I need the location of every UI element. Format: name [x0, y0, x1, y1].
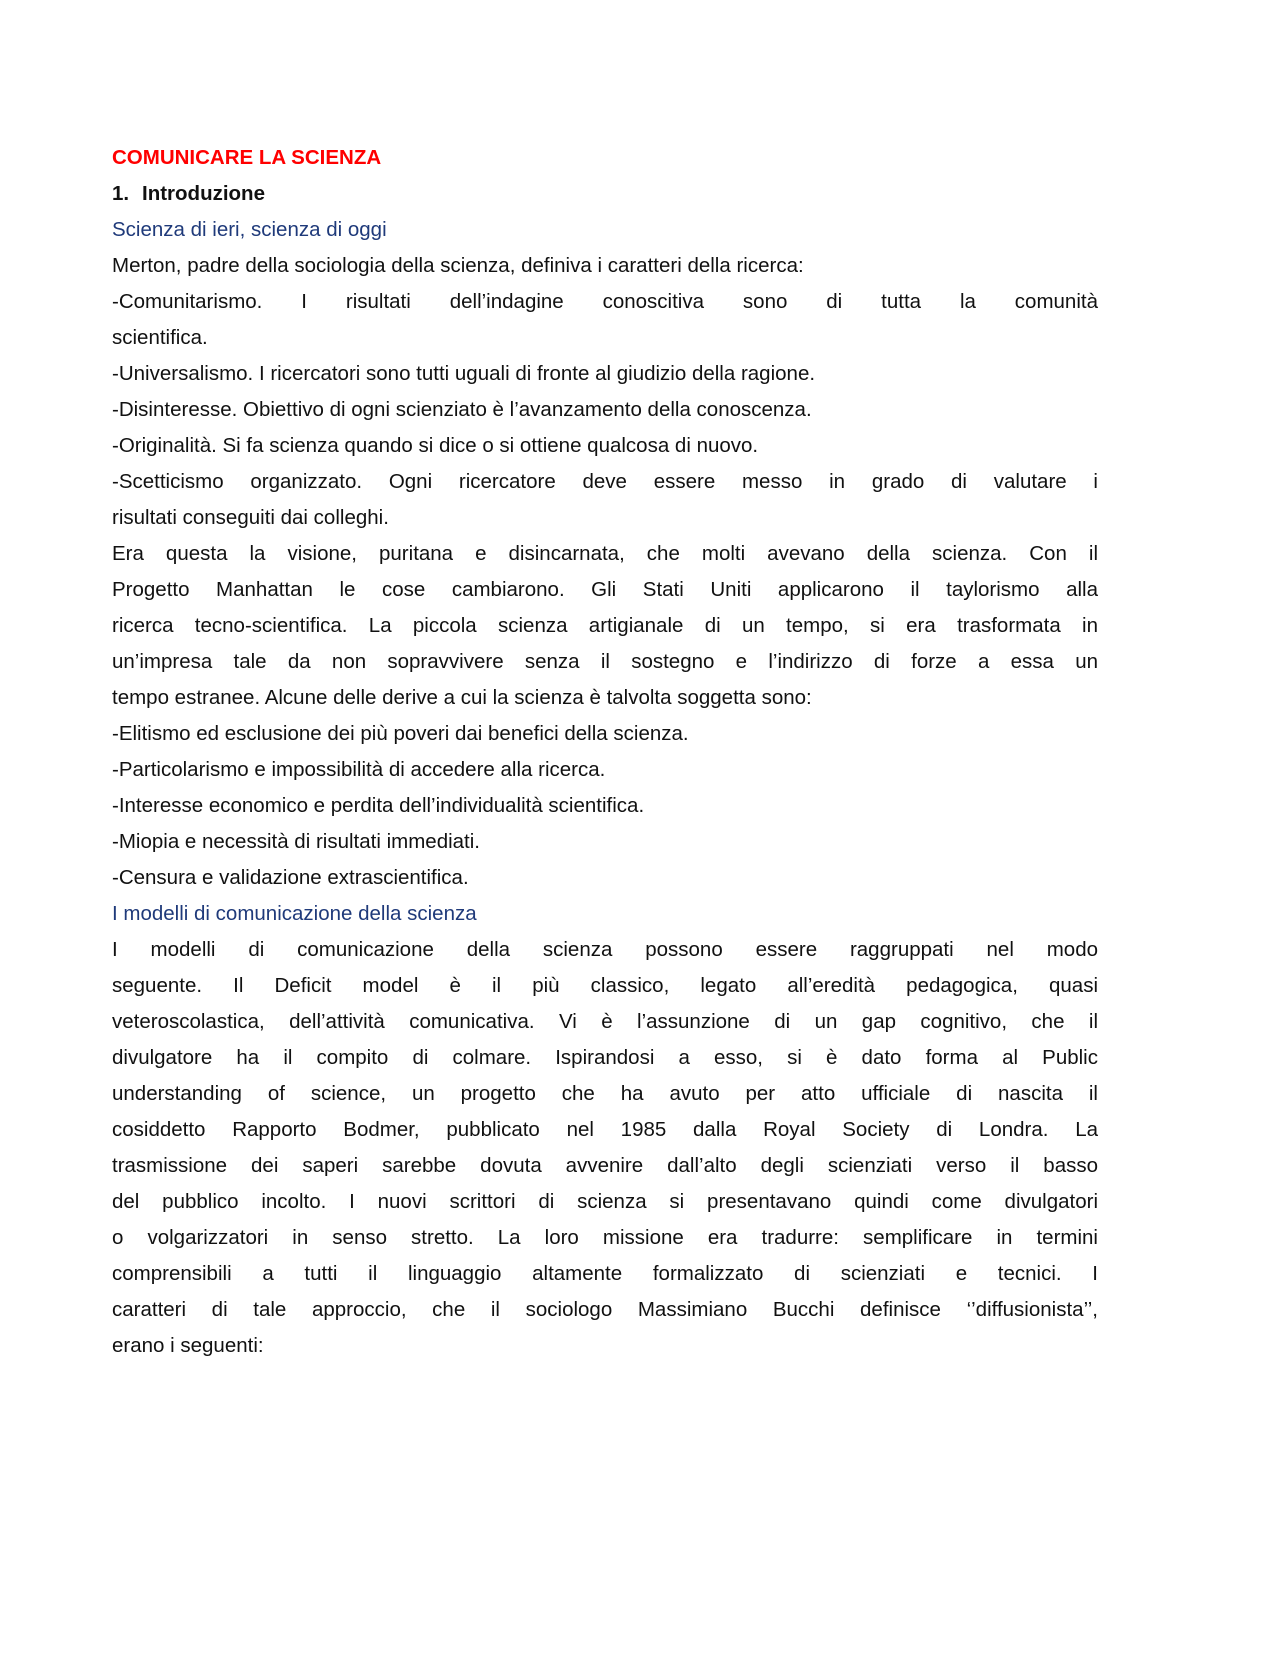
text-line: o volgarizzatori in senso stretto. La loro missione era tradurre: semplificare in termini — [112, 1226, 1098, 1249]
document-page — [112, 140, 1098, 1364]
text-line: -Censura e validazione extrascientifica. — [112, 866, 469, 889]
text-line: seguente. Il Deficit model è il più classico, legato all’eredità pedagogica, quasi — [112, 974, 1098, 997]
text-line: Era questa la visione, puritana e disincarnata, che molti avevano della scienza. Con il — [112, 542, 1098, 565]
text-line: cosiddetto Rapporto Bodmer, pubblicato nel 1985 dalla Royal Society di Londra. La — [112, 1118, 1098, 1141]
subsection-title: I modelli di comunicazione della scienza — [112, 902, 477, 925]
text-line: -Comunitarismo. I risultati dell’indagine conoscitiva sono di tutta la comunità — [112, 290, 1098, 313]
heading-text: Introduzione — [142, 182, 265, 205]
subsection-title: Scienza di ieri, scienza di oggi — [112, 218, 387, 241]
text-line: -Particolarismo e impossibilità di accedere alla ricerca. — [112, 758, 606, 781]
section-heading — [112, 176, 1098, 212]
text-line: -Scetticismo organizzato. Ogni ricercatore deve essere messo in grado di valutare i — [112, 470, 1098, 493]
text-line: scientifica. — [112, 326, 208, 349]
text-line: del pubblico incolto. I nuovi scrittori di scienza si presentavano quindi come divulgatori — [112, 1190, 1098, 1213]
text-line: risultati conseguiti dai colleghi. — [112, 506, 389, 529]
section2-body — [112, 932, 1098, 1364]
text-line: -Originalità. Si fa scienza quando si dice o si ottiene qualcosa di nuovo. — [112, 434, 759, 457]
text-line: Progetto Manhattan le cose cambiarono. Gli Stati Uniti applicarono il taylorismo alla — [112, 578, 1098, 601]
text-line: comprensibili a tutti il linguaggio altamente formalizzato di scienziati e tecnici. I — [112, 1262, 1098, 1285]
text-line: -Disinteresse. Obiettivo di ogni scienziato è l’avanzamento della conoscenza. — [112, 398, 812, 421]
text-line: tempo estranee. Alcune delle derive a cui la scienza è talvolta soggetta sono: — [112, 686, 812, 709]
text-line: ricerca tecno-scientifica. La piccola scienza artigianale di un tempo, si era trasformata in — [112, 614, 1098, 637]
text-line: understanding of science, un progetto che ha avuto per atto ufficiale di nascita il — [112, 1082, 1098, 1105]
text-line: trasmissione dei saperi sarebbe dovuta avvenire dall’alto degli scienziati verso il basso — [112, 1154, 1098, 1177]
text-line: I modelli di comunicazione della scienza possono essere raggruppati nel modo — [112, 938, 1098, 961]
text-line: caratteri di tale approccio, che il sociologo Massimiano Bucchi definisce ‘’diffusionista’’, — [112, 1298, 1098, 1321]
text-line: -Universalismo. I ricercatori sono tutti uguali di fronte al giudizio della ragione. — [112, 362, 816, 385]
text-line: -Miopia e necessità di risultati immediati. — [112, 830, 480, 853]
text-line: erano i seguenti: — [112, 1334, 264, 1357]
text-line: Merton, padre della sociologia della scienza, definiva i caratteri della ricerca: — [112, 254, 804, 277]
section1-body — [112, 248, 1098, 896]
text-line: divulgatore ha il compito di colmare. Ispirandosi a esso, si è dato forma al Public — [112, 1046, 1098, 1069]
text-line: un’impresa tale da non sopravvivere senza il sostegno e l’indirizzo di forze a essa un — [112, 650, 1098, 673]
text-line: -Interesse economico e perdita dell’individualità scientifica. — [112, 794, 645, 817]
text-line: veteroscolastica, dell’attività comunicativa. Vi è l’assunzione di un gap cognitivo, che il — [112, 1010, 1098, 1033]
document-title: COMUNICARE LA SCIENZA — [112, 146, 382, 169]
text-line: -Elitismo ed esclusione dei più poveri dai benefici della scienza. — [112, 722, 689, 745]
heading-number: 1. — [112, 182, 130, 205]
